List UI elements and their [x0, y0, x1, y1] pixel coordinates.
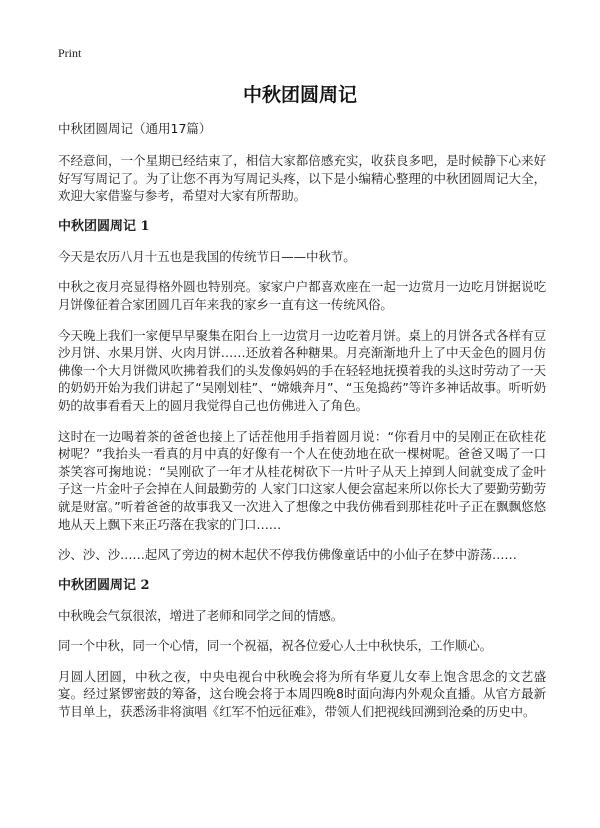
- document-body: [58, 120, 546, 734]
- section-heading: 中秋团圆周记 2: [58, 577, 150, 593]
- section-heading: 中秋团圆周记 1: [58, 218, 150, 234]
- paragraph: 今天晚上我们一家便早早聚集在阳台上一边赏月一边吃着月饼。桌上的月饼各式各样有豆沙月饼、水果月饼、火肉月饼……还放着各种糖果。月亮渐渐地升上了中天金色的圆月仿佛像一个大月饼微风吹拂着我们的头发像妈妈的手在轻轻地抚摸着我的头这时劳动了一天的奶奶开始为我们讲起了“吴刚划桂”、“嫦娥奔月”、“玉兔捣药”等许多神话故事。听听奶奶的故事看看天上的圆月我觉得自己也仿佛进入了角色。: [58, 327, 546, 413]
- paragraph: 中秋之夜月亮显得格外圆也特别亮。家家户户都喜欢座在一起一边赏月一边吃月饼据说吃月饼像征着合家团圆几百年来我的家乡一直有这一传统风俗。: [58, 279, 546, 312]
- paragraph: 月圆人团圆，中秋之夜，中央电视台中秋晚会将为所有华夏儿女奉上饱含思念的文艺盛宴。经过紧锣密鼓的筹备，这台晚会将于本周四晚8时面向海内外观众直播。从官方最新节目单上，获悉汤非将演唱《红军不怕远征难》，带领人们把视线回溯到沧桑的历史中。: [58, 668, 546, 720]
- intro-paragraph: 不经意间，一个星期已经结束了，相信大家都倍感充实，收获良多吧，是时候静下心来好好写写周记了。为了让您不再为写周记头疼，以下是小编精心整理的中秋团圆周记大全，欢迎大家借鉴与参考，希望对大家有所帮助。: [58, 153, 546, 204]
- print-link[interactable]: Print: [58, 46, 82, 60]
- page-title: 中秋团圆周记: [242, 84, 357, 106]
- paragraph: 同一个中秋，同一个心情，同一个祝福，祝各位爱心人士中秋快乐，工作顺心。: [58, 638, 493, 654]
- paragraph: 中秋晚会气氛很浓，增进了老师和同学之间的情感。: [58, 607, 344, 623]
- paragraph: 今天是农历八月十五也是我国的传统节日——中秋节。: [58, 248, 356, 264]
- document-subtitle: 中秋团圆周记（通用17篇）: [58, 121, 212, 136]
- paragraph: 沙、沙、沙……起风了旁边的树木起伏不停我仿佛像童话中的小仙子在梦中游荡……: [58, 547, 517, 563]
- paragraph: 这时在一边喝着茶的爸爸也接上了话茬他用手指着圆月说：“你看月中的吴刚正在砍桂花树呢？”我抬头一看真的月中真的好像有一个人在使劲地在砍一棵树呢。爸爸又喝了一口茶笑容可掬地说：“吴刚砍了一年才从桂花树砍下一片叶子从天上掉到人间就变成了金叶子这一片金叶子会掉在人间最勤劳的 人家门口这家人便会富起来所以你长大了要勤劳勤劳就是财富。”听着爸爸的故事我又一次进入了想像之中我仿佛看到那桂花叶子正在飘飘悠悠地从天上飘下来正巧落在我家的门口……: [58, 428, 546, 532]
